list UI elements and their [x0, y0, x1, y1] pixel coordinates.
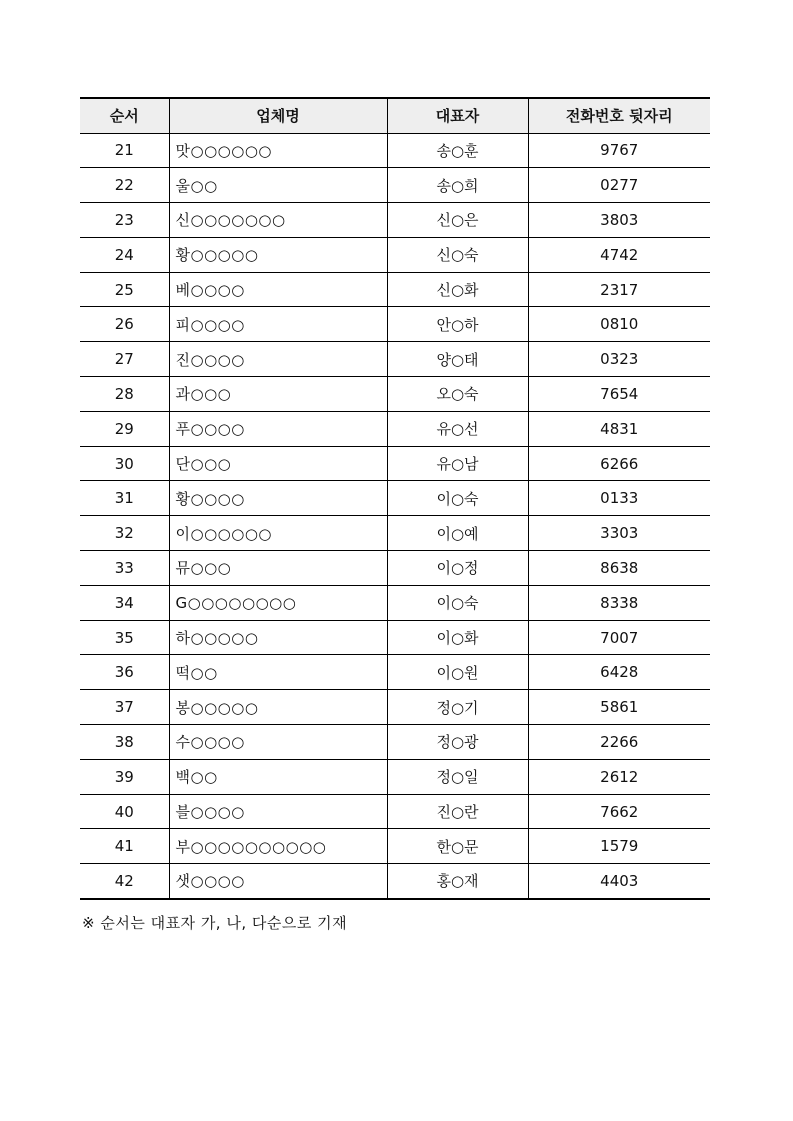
company-cell: 블○○○○	[169, 794, 387, 829]
phone-suffix-cell: 1579	[528, 829, 710, 864]
phone-suffix-cell: 9767	[528, 133, 710, 168]
vendor-table	[80, 97, 710, 900]
order-cell: 34	[80, 585, 169, 620]
table-row	[80, 377, 710, 412]
representative-cell: 신○화	[387, 272, 528, 307]
table-row	[80, 690, 710, 725]
phone-suffix-cell: 5861	[528, 690, 710, 725]
table-row	[80, 655, 710, 690]
table-row	[80, 203, 710, 238]
representative-cell: 홍○재	[387, 864, 528, 899]
table-row	[80, 411, 710, 446]
phone-suffix-cell: 2612	[528, 759, 710, 794]
table-row	[80, 585, 710, 620]
table-row	[80, 725, 710, 760]
table-row	[80, 342, 710, 377]
order-cell: 26	[80, 307, 169, 342]
table-row	[80, 446, 710, 481]
representative-cell: 한○문	[387, 829, 528, 864]
header-representative: 대표자	[387, 98, 528, 133]
company-cell: 울○○	[169, 168, 387, 203]
company-cell: 맛○○○○○○	[169, 133, 387, 168]
company-cell: 하○○○○○	[169, 620, 387, 655]
table-row	[80, 759, 710, 794]
company-cell: 황○○○○	[169, 481, 387, 516]
company-cell: 떡○○	[169, 655, 387, 690]
representative-cell: 양○태	[387, 342, 528, 377]
phone-suffix-cell: 2266	[528, 725, 710, 760]
phone-suffix-cell: 3303	[528, 516, 710, 551]
header-row	[80, 98, 710, 133]
company-cell: 진○○○○	[169, 342, 387, 377]
representative-cell: 신○은	[387, 203, 528, 238]
table-row	[80, 794, 710, 829]
phone-suffix-cell: 4742	[528, 237, 710, 272]
company-cell: 푸○○○○	[169, 411, 387, 446]
representative-cell: 송○훈	[387, 133, 528, 168]
order-cell: 42	[80, 864, 169, 899]
company-cell: 부○○○○○○○○○○	[169, 829, 387, 864]
order-cell: 27	[80, 342, 169, 377]
representative-cell: 정○일	[387, 759, 528, 794]
phone-suffix-cell: 7662	[528, 794, 710, 829]
table-row	[80, 272, 710, 307]
phone-suffix-cell: 0810	[528, 307, 710, 342]
header-company: 업체명	[169, 98, 387, 133]
phone-suffix-cell: 4831	[528, 411, 710, 446]
representative-cell: 유○선	[387, 411, 528, 446]
phone-suffix-cell: 0323	[528, 342, 710, 377]
company-cell: 신○○○○○○○	[169, 203, 387, 238]
table-header	[80, 98, 710, 133]
company-cell: 봉○○○○○	[169, 690, 387, 725]
company-cell: 과○○○	[169, 377, 387, 412]
table-row	[80, 133, 710, 168]
phone-suffix-cell: 3803	[528, 203, 710, 238]
table-row	[80, 620, 710, 655]
order-cell: 35	[80, 620, 169, 655]
order-cell: 33	[80, 551, 169, 586]
phone-suffix-cell: 6266	[528, 446, 710, 481]
representative-cell: 신○숙	[387, 237, 528, 272]
order-cell: 41	[80, 829, 169, 864]
footnote: ※ 순서는 대표자 가, 나, 다순으로 기재	[82, 914, 348, 932]
representative-cell: 이○숙	[387, 585, 528, 620]
company-cell: G○○○○○○○○	[169, 585, 387, 620]
table-row	[80, 307, 710, 342]
phone-suffix-cell: 7654	[528, 377, 710, 412]
phone-suffix-cell: 8338	[528, 585, 710, 620]
phone-suffix-cell: 6428	[528, 655, 710, 690]
representative-cell: 이○숙	[387, 481, 528, 516]
company-cell: 백○○	[169, 759, 387, 794]
order-cell: 23	[80, 203, 169, 238]
representative-cell: 정○기	[387, 690, 528, 725]
table-row	[80, 168, 710, 203]
company-cell: 수○○○○	[169, 725, 387, 760]
order-cell: 32	[80, 516, 169, 551]
order-cell: 39	[80, 759, 169, 794]
company-cell: 이○○○○○○	[169, 516, 387, 551]
representative-cell: 오○숙	[387, 377, 528, 412]
order-cell: 29	[80, 411, 169, 446]
table-body	[80, 133, 710, 899]
table-row	[80, 551, 710, 586]
representative-cell: 이○원	[387, 655, 528, 690]
table-row	[80, 829, 710, 864]
company-cell: 베○○○○	[169, 272, 387, 307]
order-cell: 36	[80, 655, 169, 690]
order-cell: 28	[80, 377, 169, 412]
representative-cell: 정○광	[387, 725, 528, 760]
order-cell: 40	[80, 794, 169, 829]
order-cell: 25	[80, 272, 169, 307]
order-cell: 24	[80, 237, 169, 272]
representative-cell: 송○희	[387, 168, 528, 203]
phone-suffix-cell: 0277	[528, 168, 710, 203]
table-row	[80, 516, 710, 551]
representative-cell: 안○하	[387, 307, 528, 342]
representative-cell: 유○남	[387, 446, 528, 481]
company-cell: 황○○○○○	[169, 237, 387, 272]
phone-suffix-cell: 8638	[528, 551, 710, 586]
company-cell: 단○○○	[169, 446, 387, 481]
order-cell: 22	[80, 168, 169, 203]
table-row	[80, 864, 710, 899]
representative-cell: 진○란	[387, 794, 528, 829]
phone-suffix-cell: 7007	[528, 620, 710, 655]
company-cell: 뮤○○○	[169, 551, 387, 586]
order-cell: 37	[80, 690, 169, 725]
phone-suffix-cell: 0133	[528, 481, 710, 516]
company-cell: 샛○○○○	[169, 864, 387, 899]
header-order: 순서	[80, 98, 169, 133]
table-row	[80, 481, 710, 516]
order-cell: 30	[80, 446, 169, 481]
phone-suffix-cell: 4403	[528, 864, 710, 899]
phone-suffix-cell: 2317	[528, 272, 710, 307]
company-cell: 피○○○○	[169, 307, 387, 342]
header-phone-suffix: 전화번호 뒷자리	[528, 98, 710, 133]
order-cell: 31	[80, 481, 169, 516]
representative-cell: 이○화	[387, 620, 528, 655]
order-cell: 21	[80, 133, 169, 168]
representative-cell: 이○정	[387, 551, 528, 586]
table-row	[80, 237, 710, 272]
representative-cell: 이○예	[387, 516, 528, 551]
order-cell: 38	[80, 725, 169, 760]
